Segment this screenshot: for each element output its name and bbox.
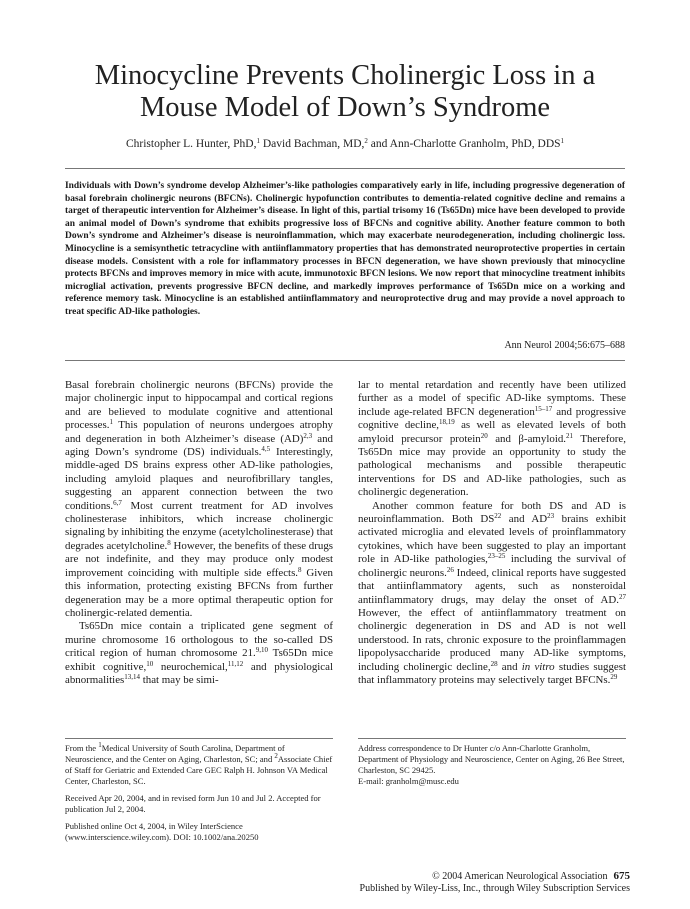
- paragraph: Basal forebrain cholinergic neurons (BFCNs) provide the major cholinergic input to hippocampal and cortical regions and are believed to modulate cognitive and attentional processes.$^1$ This population of neurons undergoes atrophy and degeneration in both Alzheimer’s disease (AD)$^{2,3}$ and aging Down’s syndrome (DS) individuals.$^{4,5}$ Interestingly, middle-aged DS brains express other AD-like pathologies, including amyloid plaques and neurofibrillary tangles, suggesting an apparent connection between the two conditions.$^{6,7}$ Most current treatment for AD involves cholinesterase inhibitors, which increase cholinergic signaling by inhibiting the enzyme (acetylcholinesterase) that degrades acetylcholine.$^8$ However, the benefits of these drugs are not indefinite, and they may produce only modest improvement coinciding with multiple side effects.$^8$ Given this information, protecting existing BFCNs from further degeneration may be a more optimal therapeutic option for cholinergic-related dementia.: [65, 379, 333, 619]
- abstract: Individuals with Down’s syndrome develop Alzheimer’s-like pathologies comparatively early in life, including progressive degeneration of basal forebrain cholinergic neurons (BFCNs). Cholinergic hypofunction contributes to dementia-related cognitive decline and remains a target of therapeutic intervention for Alzheimer’s disease. In light of this, partial trisomy 16 (Ts65Dn) mice have been developed to provide an animal model of Down’s syndrome that exhibits progressive loss of BFCNs and cognitive ability. Another feature common to both Down’s syndrome and Alzheimer’s disease is neuroinflammation, which may exacerbate neurodegeneration, including cholinergic loss. Minocycline is a semisynthetic tetracycline with antiinflammatory properties that has demonstrated neuroprotective properties in certain disease models. Consistent with a role for inflammatory processes in BFCN degeneration, we have shown previously that minocycline protects BFCNs and improves memory in mice with acute, immunotoxic BFCN lesions. We now report that minocycline treatment inhibits microglial activation, prevents progressive BFCN decline, and markedly improves performance of Ts65Dn mice on a working and reference memory task. Minocycline is an established antiinflammatory and neuroprotective drug and may provide a novel approach to treat specific AD-like pathologies.: [65, 181, 625, 317]
- abstract-top-rule: [65, 168, 625, 169]
- author-bachman: David Bachman, MD,: [262, 138, 365, 150]
- title-line-2: Mouse Model of Down’s Syndrome: [139, 92, 551, 123]
- copyright-line: [432, 870, 630, 883]
- title-line-1: Minocycline Prevents Cholinergic Loss in a: [94, 60, 596, 91]
- footnote-rule-right: [358, 738, 626, 739]
- footnotes-left: [65, 743, 333, 849]
- footnotes-right: [358, 743, 626, 793]
- author-list: [40, 137, 650, 151]
- article-title: [40, 60, 650, 124]
- author-granholm: and Ann-Charlotte Granholm, PhD, DDS: [370, 138, 561, 150]
- journal-citation: Ann Neurol 2004;56:675–688: [504, 340, 625, 351]
- paragraph: Another common feature for both DS and AD is neuroinflammation. Both DS$^{22}$ and AD$^{23}$ brains exhibit activated microglia and elevated levels of proinflammatory cytokines, which have been suggested to play an important role in AD-like pathologies,$^{23-25}$ including the survival of cholinergic neurons.$^{26}$ Indeed, clinical reports have suggested that antiinflammatory agents, such as nonsteroidal antiinflammatory drugs, may delay the onset of AD.$^{27}$ However, the effect of antiinflammatory treatment on cholinergic degeneration in DS and AD is not well understood. In rats, chronic exposure to the proinflammagen lipopolysaccharide produced many AD-like symptoms, including cholinergic decline,$^{28}$ and in vitro studies suggest that inflammatory proteins may selectively target BFCNs.$^{29}$: [358, 499, 627, 686]
- page-number: 675: [613, 870, 630, 882]
- affiliation-marker: 1: [560, 137, 565, 145]
- body-column-right: [358, 379, 626, 687]
- affiliation-marker: 1: [256, 137, 260, 145]
- affiliations: From the $^1$Medical University of South Carolina, Department of Neuroscience, and the Center on Aging, Charleston, SC; and $^2$Associate Chief of Staff for Geriatric and Extended Care GEC Ralph H. Johnson VA Medical Center, Charleston, SC.: [65, 741, 333, 786]
- author-hunter: Christopher L. Hunter, PhD,: [125, 138, 257, 150]
- copyright-text: © 2004 American Neurological Association: [432, 871, 608, 882]
- publisher-line: Published by Wiley-Liss, Inc., through Wiley Subscription Services: [359, 883, 630, 894]
- abstract-bottom-rule: [65, 360, 625, 361]
- received-dates: Received Apr 20, 2004, and in revised form Jun 10 and Jul 2. Accepted for publication Jul 2, 2004.: [65, 793, 321, 814]
- published-online: Published online Oct 4, 2004, in Wiley InterScience (www.interscience.wiley.com). DOI: 10.1002/ana.20250: [65, 821, 259, 842]
- paragraph: Ts65Dn mice contain a triplicated gene segment of murine chromosome 16 orthologous to the so-called DS critical region of human chromosome 21.$^{9,10}$ Ts65Dn mice exhibit cognitive,$^{10}$ neurochemical,$^{11,12}$ and physiological abnormalities$^{13,14}$ that may be simi-: [65, 620, 334, 686]
- footnote-rule-left: [65, 738, 333, 739]
- paragraph: lar to mental retardation and recently have been utilized further as a model of specific AD-like symptoms. These include age-related BFCN degeneration$^{15-17}$ and progressive cognitive decline,$^{18,19}$ as well as elevated levels of both amyloid precursor protein$^{20}$ and β-amyloid.$^{21}$ Therefore, Ts65Dn mice may provide an opportunity to study the pathological mechanisms and possible therapeutic interventions for DS and AD-like pathologies, such as cholinergic degeneration.: [358, 379, 627, 499]
- body-column-left: [65, 379, 333, 687]
- correspondence-address: Address correspondence to Dr Hunter c/o Ann-Charlotte Granholm, Department of Physiology and Neuroscience, Center on Aging, 26 Bee Street, Charleston, SC 29425.: [358, 743, 625, 775]
- affiliation-marker: 2: [364, 137, 368, 145]
- correspondence-email: E-mail: granholm@musc.edu: [358, 776, 459, 786]
